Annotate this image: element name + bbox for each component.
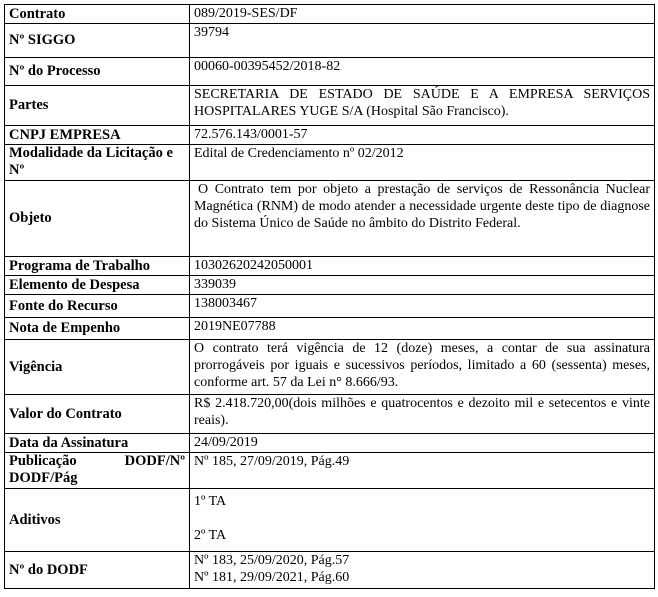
value-elemento: 339039	[190, 276, 655, 295]
row-contrato	[5, 5, 655, 24]
label-aditivos: Aditivos	[5, 489, 190, 552]
value-programa: 10302620242050001	[190, 257, 655, 276]
value-partes: SECRETARIA DE ESTADO DE SAÚDE E A EMPRESA SERVIÇOS HOSPITALARES YUGE S/A (Hospital São Francisco).	[190, 86, 655, 126]
label-contrato: Contrato	[5, 5, 190, 24]
aditivo-2: 2º TA	[194, 528, 227, 543]
row-elemento	[5, 276, 655, 295]
row-vigencia	[5, 340, 655, 395]
value-contrato: 089/2019-SES/DF	[190, 5, 655, 24]
aditivo-spacer	[194, 510, 650, 527]
label-partes: Partes	[5, 86, 190, 126]
label-dodf: Nº do DODF	[5, 552, 190, 589]
value-objeto: O Contrato tem por objeto a prestação de serviços de Ressonância Nuclear Magnética (RNM) de modo atender a necessidade urgente deste tipo de diagnose do Sistema Único de Saúde no âmbito do Distrito Federal.	[190, 181, 655, 257]
row-programa	[5, 257, 655, 276]
label-processo: Nº do Processo	[5, 58, 190, 86]
row-fonte	[5, 295, 655, 318]
label-valor: Valor do Contrato	[5, 395, 190, 434]
row-siggo	[5, 24, 655, 58]
row-empenho	[5, 318, 655, 340]
value-publicacao: Nº 185, 27/09/2019, Pág.49	[190, 453, 655, 489]
aditivo-1: 1º TA	[194, 494, 227, 509]
dodf-entry-2: Nº 181, 29/09/2021, Pág.60	[194, 570, 350, 585]
row-cnpj	[5, 126, 655, 145]
value-aditivos	[190, 489, 655, 552]
value-data-assinatura: 24/09/2019	[190, 434, 655, 453]
label-publicacao	[5, 453, 190, 489]
label-elemento: Elemento de Despesa	[5, 276, 190, 295]
value-cnpj: 72.576.143/0001-57	[190, 126, 655, 145]
label-vigencia: Vigência	[5, 340, 190, 395]
label-empenho: Nota de Empenho	[5, 318, 190, 340]
row-objeto	[5, 181, 655, 257]
row-modalidade	[5, 145, 655, 181]
label-cnpj: CNPJ EMPRESA	[5, 126, 190, 145]
value-fonte: 138003467	[190, 295, 655, 318]
value-valor: R$ 2.418.720,00(dois milhões e quatrocentos e dezoito mil e setecentos e vinte reais).	[190, 395, 655, 434]
value-modalidade: Edital de Credenciamento nº 02/2012	[190, 145, 655, 181]
value-siggo: 39794	[190, 24, 655, 58]
label-programa: Programa de Trabalho	[5, 257, 190, 276]
row-processo	[5, 58, 655, 86]
label-publicacao-dodf-num: DODF/Nº	[124, 453, 185, 469]
dodf-entry-1: Nº 183, 25/09/2020, Pág.57	[194, 553, 350, 568]
label-data-assinatura: Data da Assinatura	[5, 434, 190, 453]
row-aditivos	[5, 489, 655, 552]
label-objeto: Objeto	[5, 181, 190, 257]
label-publicacao-dodf-pag: DODF/Pág	[9, 470, 78, 486]
label-publicacao-line1	[9, 453, 185, 470]
label-modalidade: Modalidade da Licitação e Nº	[5, 145, 190, 181]
label-siggo: Nº SIGGO	[5, 24, 190, 58]
label-fonte: Fonte do Recurso	[5, 295, 190, 318]
value-vigencia: O contrato terá vigência de 12 (doze) meses, a contar de sua assinatura prorrogáveis por iguais e sucessivos períodos, limitado a 60 (sessenta) meses, conforme art. 57 da Lei n° 8.666/93.	[190, 340, 655, 395]
row-data-assinatura	[5, 434, 655, 453]
row-partes	[5, 86, 655, 126]
label-publicacao-word: Publicação	[9, 453, 77, 469]
value-empenho: 2019NE07788	[190, 318, 655, 340]
value-processo: 00060-00395452/2018-82	[190, 58, 655, 86]
row-dodf	[5, 552, 655, 589]
row-publicacao	[5, 453, 655, 489]
row-valor	[5, 395, 655, 434]
contract-info-table	[4, 4, 655, 589]
value-dodf	[190, 552, 655, 589]
